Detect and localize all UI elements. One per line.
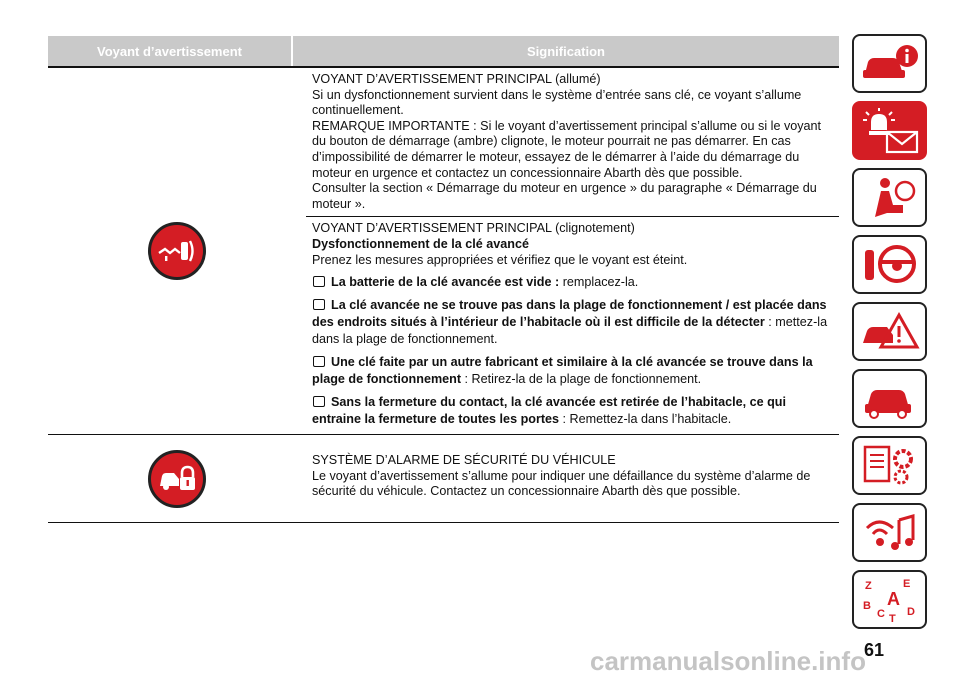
alarm-title: SYSTÈME D’ALARME DE SÉCURITÉ DU VÉHICULE [312, 453, 616, 468]
list-item [312, 394, 835, 428]
svg-text:A: A [886, 588, 900, 609]
item-text: : mettez-la dans la plage de fonctionnement. [312, 315, 828, 347]
warning-light-icon [859, 108, 921, 154]
lit-paragraph-1: Si un dysfonctionnement survient dans le système d’entrée sans clé, ce voyant s’allume continuellement. [312, 87, 802, 118]
checkbox-bullet-icon [313, 276, 325, 287]
checkbox-bullet-icon [313, 356, 325, 367]
steering-wheel-icon [859, 242, 921, 288]
svg-text:C: C [876, 607, 885, 620]
car-info-icon [859, 42, 921, 86]
svg-text:T: T [888, 612, 896, 623]
svg-text:Z: Z [864, 579, 872, 592]
item-bold: Sans la fermeture du contact, la clé avancée est retirée de l’habitacle, ce qui entraine la fermeture de toutes les portes [312, 395, 786, 427]
icon-cell [48, 435, 306, 522]
item-bold: Une clé faite par un autre fabricant et similaire à la clé avancée se trouve dans la plage de fonctionnement [312, 355, 813, 387]
item-text: remplacez-la. [559, 275, 639, 290]
tab-safety[interactable] [852, 168, 927, 227]
blink-section [306, 216, 839, 434]
page-number: 61 [864, 640, 885, 660]
item-bold: La batterie de la clé avancée est vide : [331, 275, 560, 290]
watermark: carmanualsonline.info [590, 646, 866, 676]
blink-title: VOYANT D’AVERTISSEMENT PRINCIPAL (clignotement) [312, 221, 635, 236]
lit-paragraph-3: Consulter la section « Démarrage du moteur en urgence » du paragraphe « Démarrage du moteur ». [312, 181, 817, 211]
tab-driving[interactable] [852, 235, 927, 294]
index-letters-icon [859, 577, 921, 623]
table-row [48, 66, 839, 434]
checkbox-bullet-icon [313, 396, 325, 407]
item-text: : Remettez-la dans l’habitacle. [559, 412, 732, 427]
warning-lights-table [48, 36, 839, 523]
chapter-sidebar [852, 34, 930, 637]
svg-text:E: E [902, 577, 910, 590]
checkbox-bullet-icon [313, 299, 325, 310]
emergency-icon [859, 309, 921, 355]
table-header [48, 36, 839, 66]
lit-paragraph-2: REMARQUE IMPORTANTE : Si le voyant d’avertissement principal s’allume ou si le voyant du bouton de démarrage (ambre) clignote, le moteur pourrait ne pas démarrer. En cas d’impossibilité de démarrer le moteur, essayez de le démarrer à l’aide du démarrage du moteur en urgence et contactez un concessionnaire Abarth dès que possible. [312, 118, 822, 180]
tab-maintenance[interactable] [852, 369, 927, 428]
alarm-section [306, 435, 839, 522]
item-bold: La clé avancée ne se trouve pas dans la plage de fonctionnement / est placée dans des endroits situés à l’intérieur de l’habitacle où il est difficile de la détecter [312, 298, 827, 330]
multimedia-icon [859, 510, 921, 556]
car-service-icon [859, 376, 921, 422]
alarm-text: Le voyant d’avertissement s’allume pour indiquer une défaillance du système d’alarme de sécurité du véhicule. Contactez un concessionnaire Abarth dès que possible. [312, 468, 811, 499]
svg-text:B: B [862, 599, 871, 612]
svg-text:D: D [906, 605, 915, 618]
list-item [312, 297, 835, 348]
blink-subtitle: Dysfonctionnement de la clé avancé [312, 236, 529, 251]
lit-title: VOYANT D’AVERTISSEMENT PRINCIPAL (allumé) [312, 72, 601, 86]
item-text: : Retirez-la de la plage de fonctionnement. [461, 372, 702, 387]
icon-cell [48, 68, 306, 434]
lit-section [306, 68, 839, 216]
table-row [48, 434, 839, 523]
tab-specifications[interactable] [852, 436, 927, 495]
key-warning-icon [148, 222, 206, 280]
list-item [312, 354, 835, 388]
seat-airbag-icon [859, 175, 921, 221]
header-warning-light: Voyant d’avertissement [48, 36, 293, 66]
tab-warning-lights[interactable] [852, 101, 927, 160]
list-item [312, 274, 835, 291]
tab-car-info[interactable] [852, 34, 927, 93]
security-alarm-icon [148, 450, 206, 508]
tab-index[interactable] [852, 570, 927, 629]
meaning-cell [306, 68, 839, 434]
blink-intro: Prenez les mesures appropriées et vérifiez que le voyant est éteint. [312, 252, 688, 267]
specs-gear-icon [859, 443, 921, 489]
header-meaning: Signification [527, 43, 605, 59]
tab-multimedia[interactable] [852, 503, 927, 562]
tab-emergency[interactable] [852, 302, 927, 361]
meaning-cell [306, 435, 839, 522]
